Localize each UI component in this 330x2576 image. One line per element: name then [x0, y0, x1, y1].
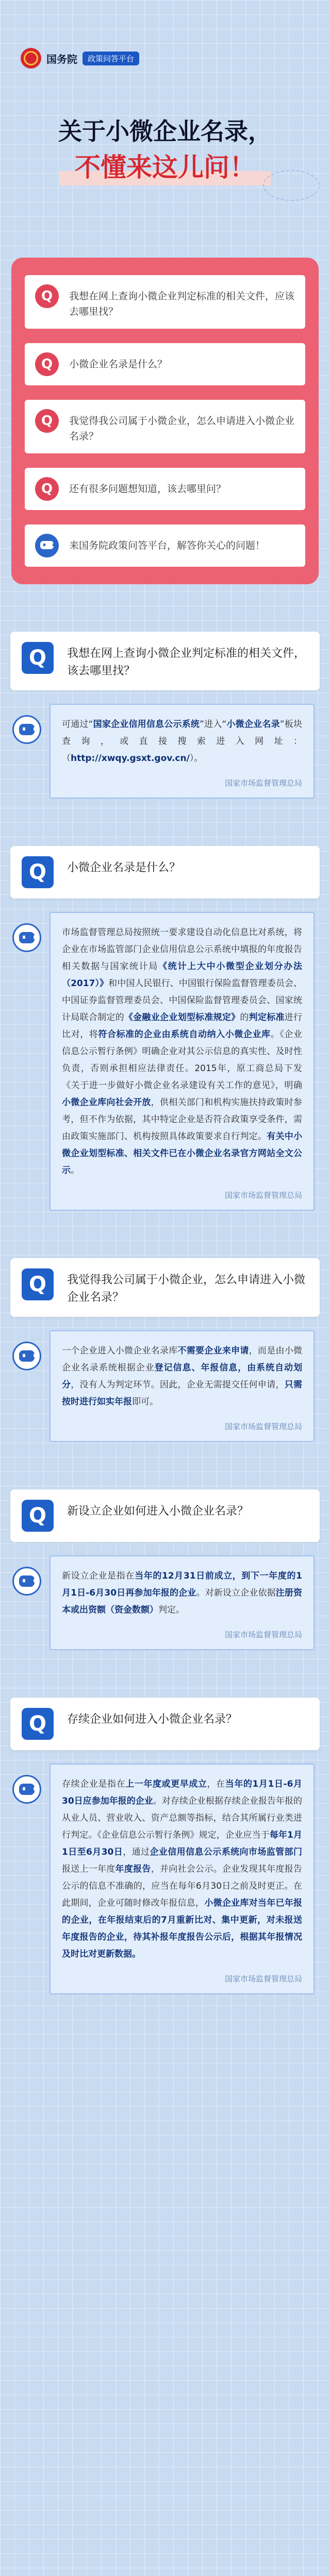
answer-card	[50, 912, 315, 1211]
answer-wrap	[50, 912, 315, 1211]
q-badge-icon: Q	[22, 1500, 54, 1532]
answer-segment: 进行比对，将	[62, 1012, 303, 1040]
answer-segment: ，并向社会公示。企业发现其年度报告公示的信息不准确的，应当在每年6月30日之前及时更正。在此期间，企业可随时修改年报信息，	[62, 1864, 303, 1908]
answer-text	[62, 1776, 302, 1963]
answer-highlight: 小微企业名录	[226, 719, 280, 730]
brand-bar	[0, 0, 330, 67]
question-card	[10, 1698, 320, 1750]
answer-source: 国家市场监督管理总局	[224, 1422, 302, 1431]
answer-highlight: 注册资本或出资额（资金数额）	[62, 1588, 303, 1615]
robot-icon	[35, 534, 59, 557]
answer-highlight: 小微企业库向社会开放	[62, 1097, 151, 1108]
answer-highlight: 当年的1月1日-6月30日应参加年报的企业	[62, 1779, 303, 1806]
panel-question-text: 我想在网上查询小微企业判定标准的相关文件，应该去哪里找？	[69, 291, 295, 317]
answer-card	[50, 1764, 315, 1994]
answer-segment: ，而是由小微企业名录系统根据企业	[62, 1346, 303, 1373]
answer-segment: ）。	[189, 753, 203, 764]
answer-wrap	[50, 1764, 315, 1994]
question-text: 我觉得我公司属于小微企业，怎么申请进入小微企业名录？	[67, 1274, 306, 1304]
question-card	[10, 1258, 320, 1317]
answer-wrap	[50, 1330, 315, 1442]
answer-highlight: 当年的12月31日前成立，到下一年度的1月1日-6月30日再参加年报的企业	[62, 1571, 302, 1598]
brand-name: 国务院	[46, 53, 77, 65]
qa-section	[0, 846, 330, 1211]
answer-highlight: 只需按时进行如实年报	[62, 1380, 303, 1407]
dashed-orbit-decoration	[263, 170, 320, 201]
q-icon: Q	[35, 477, 59, 501]
q-icon: Q	[35, 284, 59, 308]
answer-segment: 。	[71, 1165, 79, 1176]
qa-list	[0, 632, 330, 1994]
q-icon: Q	[35, 409, 59, 433]
answer-segment: 可通过“	[62, 719, 93, 730]
answer-segment: 报送上一年度	[62, 1864, 116, 1874]
hero-title-line1: 关于小微企业名录，	[58, 117, 272, 145]
answer-segment: ，在	[207, 1779, 225, 1789]
question-text: 小微企业名录是什么？	[67, 861, 181, 874]
hero-title-line2: 不懂来这儿问！	[59, 149, 271, 185]
answer-segment: 和中国人民银行、中国银行保险监督管理委员会、中国证券监督管理委员会、中国保险监督管理委员会、国家统计局联合制定的	[62, 978, 302, 1023]
answer-segment: 即可。	[132, 1397, 158, 1407]
q-badge-icon: Q	[22, 856, 54, 888]
panel-question-text: 我觉得我公司属于小微企业，怎么申请进入小微企业名录？	[69, 415, 295, 442]
answer-segment: ”进入“	[200, 719, 227, 730]
answer-segment: 新设立企业是指在	[62, 1571, 135, 1581]
answer-segment: 判定。	[158, 1605, 185, 1615]
answer-segment: 的	[240, 1012, 249, 1023]
answer-highlight: 年度报告	[115, 1864, 151, 1874]
qa-section	[0, 1258, 330, 1442]
answer-card	[50, 1555, 315, 1650]
hero	[0, 67, 330, 227]
question-text: 我想在网上查询小微企业判定标准的相关文件，该去哪里找？	[67, 647, 306, 677]
answer-text	[62, 716, 302, 767]
question-card	[10, 1489, 320, 1542]
q-icon: Q	[35, 352, 59, 376]
answer-segment: 一个企业进入小微企业名录库	[62, 1346, 178, 1356]
answer-wrap	[50, 704, 315, 799]
answer-segment: 市场监督管理总局按照统一要求建设自动化信息比对系统，将企业在市场监管部门企业信用信息公示系统中填报的年度报告相关数据与国家统计局	[62, 927, 302, 972]
robot-icon	[12, 1775, 41, 1804]
robot-icon	[12, 1567, 41, 1596]
answer-segment: 。《企业信息公示暂行条例》明确企业对其公示信息的真实性、及时性负责，否则承担相应法律责任。2015年，原工商总局下发《关于进一步做好小微企业名录建设有关工作的意见》，明确	[62, 1029, 303, 1091]
answer-highlight: 有关中小微企业划型标准、相关文件已在小微企业名录官方网站全文公示	[62, 1131, 303, 1176]
answer-highlight: 登记信息、年报信息，由系统自动划分	[62, 1363, 303, 1390]
answer-source: 国家市场监督管理总局	[224, 1974, 302, 1984]
answer-highlight: 上一年度或更早成立	[125, 1779, 207, 1789]
answer-card	[50, 704, 315, 799]
answer-highlight: 每年1月1日至6月30日	[62, 1830, 302, 1857]
q-badge-icon: Q	[22, 642, 54, 674]
answer-highlight: 《金融业企业划型标准规定》	[124, 1012, 240, 1023]
panel-question-text: 小微企业名录是什么？	[69, 359, 168, 370]
answer-segment: ，没有人为判定环节。因此，企业无需提交任何申请，	[71, 1380, 285, 1390]
answer-source: 国家市场监督管理总局	[224, 1191, 302, 1200]
answer-highlight: 《统计上大中小微型企业划分办法（2017）》	[62, 961, 303, 989]
q-badge-icon: Q	[22, 1708, 54, 1740]
answer-source: 国家市场监督管理总局	[224, 1630, 302, 1639]
question-panel	[11, 258, 319, 584]
panel-question-item[interactable]	[25, 343, 305, 385]
qa-section	[0, 1698, 330, 1994]
answer-highlight: 国家企业信用信息公示系统	[93, 719, 200, 730]
qa-section	[0, 1489, 330, 1650]
panel-question-item[interactable]	[25, 400, 305, 453]
answer-segment: 存续企业是指在	[62, 1779, 126, 1789]
question-card	[10, 632, 320, 690]
answer-segment: 。对新设立企业依据	[196, 1588, 276, 1598]
panel-question-item[interactable]	[25, 524, 305, 567]
panel-question-item[interactable]	[25, 275, 305, 329]
answer-text	[62, 924, 302, 1179]
answer-source: 国家市场监督管理总局	[224, 778, 302, 788]
answer-segment: ，供相关部门和机构实施扶持政策时参考，但不作为依据，其中特定企业是否符合政策享受条件，需由政策实施部门、机构按照具体政策要求自行判定。	[62, 1097, 303, 1142]
answer-segment: ，通过	[123, 1847, 150, 1857]
answer-highlight: 小微企业库对当年已年报的企业，在年报结束后的7月重新比对、集中更新	[62, 1898, 303, 1925]
robot-icon	[12, 923, 41, 952]
answer-wrap	[50, 1555, 315, 1650]
robot-icon	[12, 1342, 41, 1370]
question-text: 存续企业如何进入小微企业名录？	[67, 1713, 238, 1726]
question-text: 新设立企业如何进入小微企业名录？	[67, 1505, 249, 1518]
answer-highlight: 不需要企业来申请	[177, 1346, 249, 1356]
answer-highlight: 企业信用信息公示系统向市场监管部门	[150, 1847, 302, 1857]
answer-card	[50, 1330, 315, 1442]
panel-question-text: 还有很多问题想知道，该去哪里问？	[69, 483, 226, 495]
brand-tag: 政策问答平台	[82, 52, 139, 65]
answer-highlight: http://xwqy.gsxt.gov.cn/	[71, 753, 190, 764]
answer-highlight: 符合标准的企业由系统自动纳入小微企业库	[98, 1029, 271, 1040]
answer-highlight: ，对未报送年度报告的企业，待其补报年度报告公示后，根据其年报情况及时比对更新数据。	[62, 1915, 303, 1959]
robot-icon	[12, 715, 41, 744]
question-card	[10, 846, 320, 899]
answer-text	[62, 1568, 302, 1619]
qa-section	[0, 632, 330, 799]
answer-segment: 。对存续企业根据存续企业报告年报的从业人员、营业收入、资产总额等指标，结合其所属行业类进行判定。《企业信息公示暂行条例》规定，企业应当于	[62, 1796, 302, 1840]
national-emblem-icon	[21, 48, 41, 69]
answer-segment: ”板块查询，或直接搜索进入网址：（	[62, 719, 302, 764]
answer-highlight: 判定标准	[249, 1012, 285, 1023]
q-badge-icon: Q	[22, 1268, 54, 1300]
panel-question-text: 来国务院政策问答平台，解答你关心的问题！	[69, 540, 266, 551]
answer-text	[62, 1343, 302, 1411]
panel-question-item[interactable]	[25, 468, 305, 510]
